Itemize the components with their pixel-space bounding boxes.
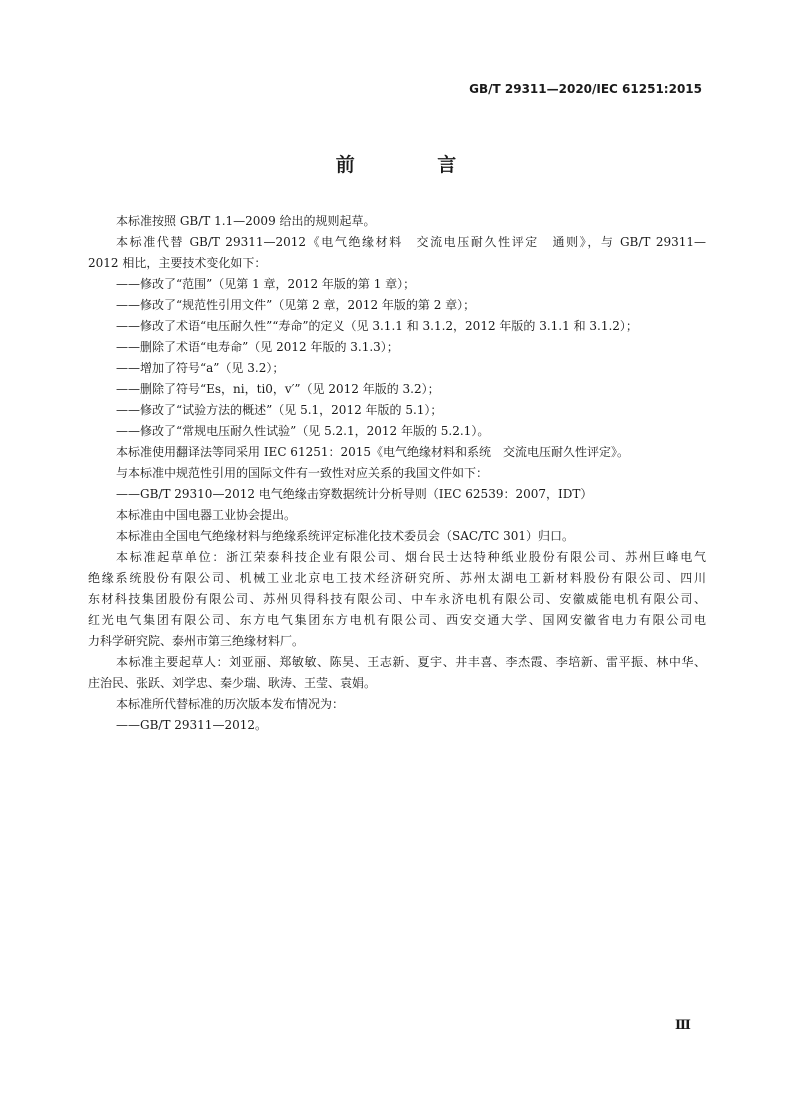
list-item: ——修改了术语“电压耐久性”“寿命”的定义（见 3.1.1 和 3.1.2，2012 年版的 3.1.1 和 3.1.2）；: [116, 319, 638, 333]
paragraph-line: 本标准主要起草人：刘亚丽、郑敏敏、陈昊、王志新、夏宇、井丰喜、李杰霞、李培新、雷平振、林中华、: [116, 655, 706, 669]
list-item: ——修改了“规范性引用文件”（见第 2 章，2012 年版的第 2 章）；: [116, 298, 476, 312]
paragraph-line: 绝缘系统股份有限公司、机械工业北京电工技术经济研究所、苏州太湖电工新材料股份有限公司、四川: [88, 571, 706, 585]
page-number: Ⅲ: [675, 1018, 691, 1033]
list-item: ——删除了术语“电寿命”（见 2012 年版的 3.1.3）；: [116, 340, 399, 354]
paragraph-line: 本标准使用翻译法等同采用 IEC 61251：2015《电气绝缘材料和系统 交流电压耐久性评定》。: [116, 445, 630, 459]
paragraph-line: 本标准所代替标准的历次版本发布情况为：: [116, 697, 345, 711]
paragraph-line: 本标准起草单位：浙江荣泰科技企业有限公司、烟台民士达特种纸业股份有限公司、苏州巨峰电气: [116, 550, 706, 564]
page-title: 前 言: [335, 154, 495, 176]
list-item: ——修改了“试验方法的概述”（见 5.1，2012 年版的 5.1）；: [116, 403, 443, 417]
paragraph-line: 红光电气集团有限公司、东方电气集团东方电机有限公司、西安交通大学、国网安徽省电力有限公司电: [88, 613, 706, 627]
paragraph-line: 2012 相比，主要技术变化如下：: [88, 256, 267, 270]
paragraph-line: 本标准按照 GB/T 1.1—2009 给出的规则起草。: [116, 214, 376, 228]
list-item: ——删除了符号“Es，ni，ti0，v′”（见 2012 年版的 3.2）；: [116, 382, 440, 396]
list-item: ——GB/T 29310—2012 电气绝缘击穿数据统计分析导则（IEC 62539：2007，IDT）: [116, 487, 593, 501]
paragraph-line: 庄治民、张跃、刘学忠、秦少瑞、耿涛、王莹、袁娟。: [88, 676, 377, 690]
paragraph-line: 与本标准中规范性引用的国际文件有一致性对应关系的我国文件如下：: [116, 466, 489, 480]
foreword-body: [88, 211, 706, 736]
list-item: ——GB/T 29311—2012。: [116, 718, 267, 732]
paragraph-line: 东材科技集团股份有限公司、苏州贝得科技有限公司、中车永济电机有限公司、安徽威能电机有限公司、: [88, 592, 706, 606]
list-item: ——修改了“常规电压耐久性试验”（见 5.2.1，2012 年版的 5.2.1）。: [116, 424, 490, 438]
paragraph-line: 本标准代替 GB/T 29311—2012《电气绝缘材料 交流电压耐久性评定 通则》，与 GB/T 29311—: [116, 235, 706, 249]
paragraph-line: 力科学研究院、泰州市第三绝缘材料厂。: [88, 634, 305, 648]
paragraph-line: 本标准由全国电气绝缘材料与绝缘系统评定标准化技术委员会（SAC/TC 301）归口。: [116, 529, 575, 543]
paragraph-line: 本标准由中国电器工业协会提出。: [116, 508, 297, 522]
list-item: ——增加了符号“a”（见 3.2）；: [116, 361, 285, 375]
list-item: ——修改了“范围”（见第 1 章，2012 年版的第 1 章）；: [116, 277, 416, 291]
standard-number: GB/T 29311—2020/IEC 61251:2015: [469, 82, 702, 96]
